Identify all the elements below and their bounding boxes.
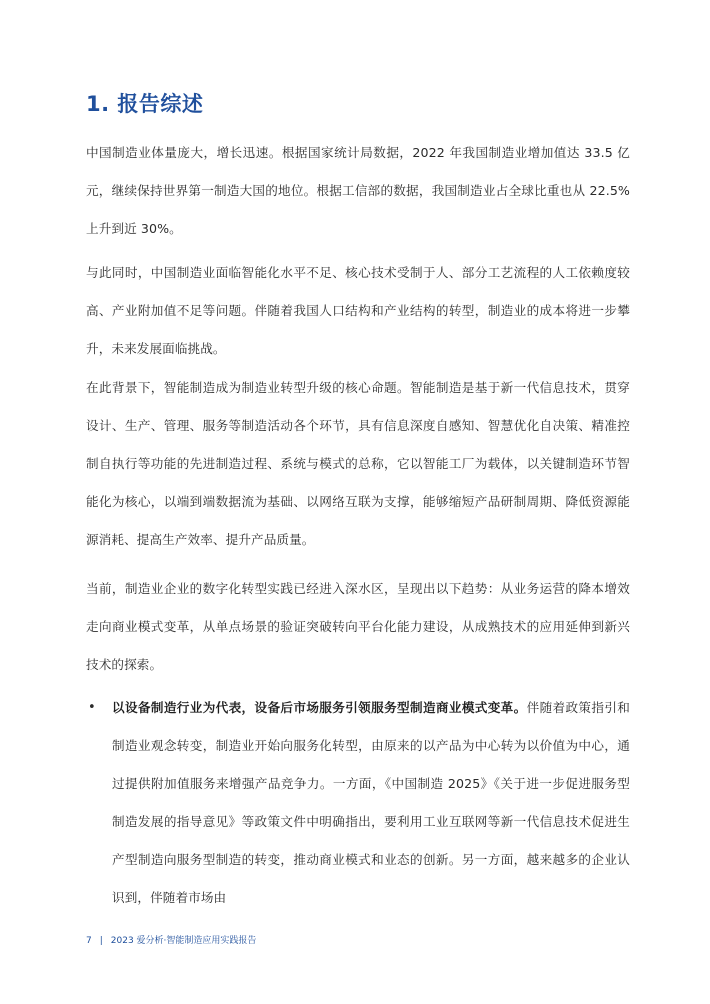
paragraph-digital-transformation-trends: 当前，制造业企业的数字化转型实践已经进入深水区，呈现出以下趋势：从业务运营的降本增效走向商业模式变革，从单点场景的验证突破转向平台化能力建设，从成熟技术的应用延伸到新兴技术的探索。 bbox=[86, 581, 630, 672]
bullet-bold-lead: 以设备制造行业为代表，设备后市场服务引领服务型制造商业模式变革。 bbox=[112, 700, 527, 715]
paragraph-industry-scale: 中国制造业体量庞大，增长迅速。根据国家统计局数据，2022 年我国制造业增加值达 33.5 亿元，继续保持世界第一制造大国的地位。根据工信部的数据，我国制造业占全球比重也从 22.5%上升到近 30%。 bbox=[86, 145, 630, 236]
paragraph-challenges: 与此同时，中国制造业面临智能化水平不足、核心技术受制于人、部分工艺流程的人工依赖度较高、产业附加值不足等问题。伴随着我国人口结构和产业结构的转型，制造业的成本将进一步攀升，未来发展面临挑战。 bbox=[86, 265, 630, 356]
bullet-body: 伴随着政策指引和制造业观念转变，制造业开始向服务化转型，由原来的以产品为中心转为以价值为中心，通过提供附加值服务来增强产品竞争力。一方面，《中国制造 2025》《关于进一步促进服务型制造发展的指导意见》等政策文件中明确指出，要利用工业互联网等新一代信息技术促进生产型制造向服务型制造的转变，推动商业模式和业态的创新。另一方面，越来越多的企业认识到，伴随着市场由 bbox=[112, 700, 630, 905]
footer-report-name: 2023 爱分析·智能制造应用实践报告 bbox=[110, 936, 257, 946]
section-title: 1. 报告综述 bbox=[86, 92, 204, 116]
paragraph-smart-manufacturing-definition: 在此背景下，智能制造成为制造业转型升级的核心命题。智能制造是基于新一代信息技术，贯穿设计、生产、管理、服务等制造活动各个环节，具有信息深度自感知、智慧优化自决策、精准控制自执行等功能的先进制造过程、系统与模式的总称，它以智能工厂为载体，以关键制造环节智能化为核心，以端到端数据流为基础、以网络互联为支撑，能够缩短产品研制周期、降低资源能源消耗、提高生产效率、提升产品质量。 bbox=[86, 380, 630, 547]
page-footer bbox=[86, 933, 256, 946]
bullet-marker: • bbox=[88, 700, 96, 715]
footer-separator: | bbox=[99, 936, 103, 946]
bullet-text bbox=[112, 689, 630, 917]
page-number: 7 bbox=[86, 936, 92, 946]
